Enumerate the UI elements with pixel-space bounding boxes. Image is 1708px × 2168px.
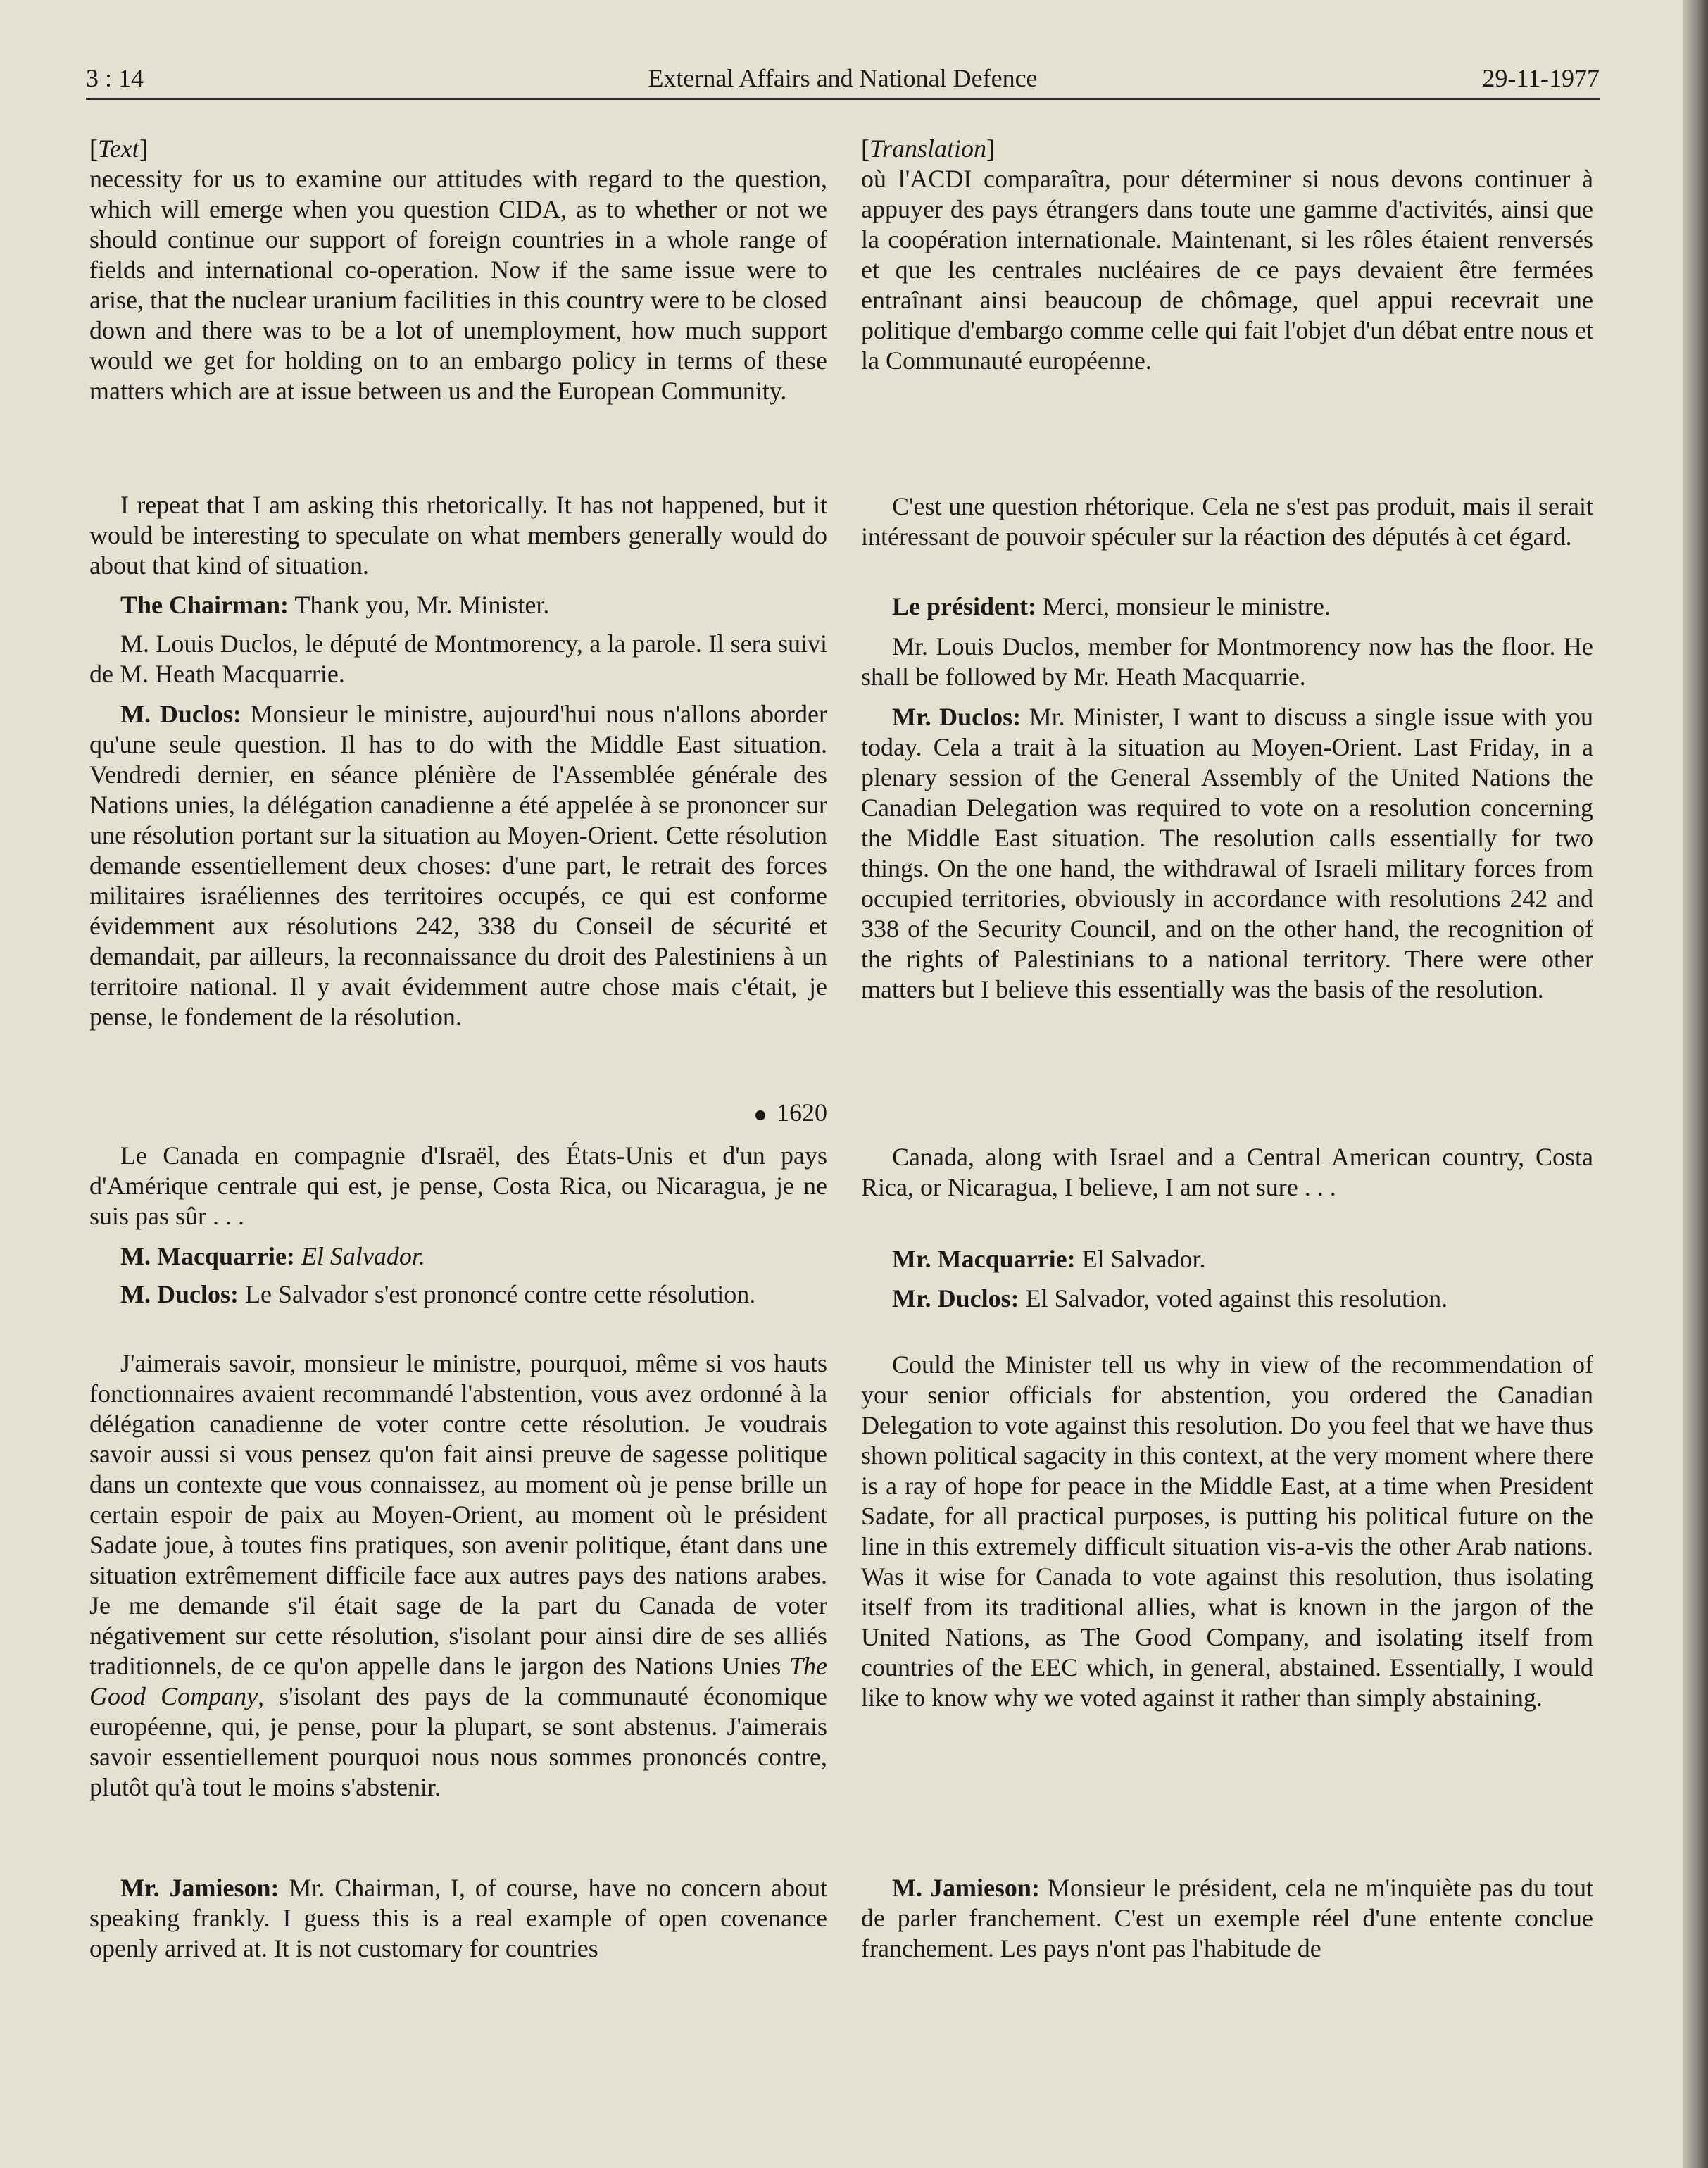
speaker-paragraph: The Chairman: Thank you, Mr. Minister. [120,591,550,619]
paragraph: Could the Minister tell us why in view of the recommendation of your senior officials for abstention, you ordered the Canadian Delegation to vote against this resolution. Do you feel that we have thus shown political sagacity in this context, at the very moment where there is a ray of hope for peace in the Middle East, at a time when President Sadate, for all practical purposes, is putting his political future on the line in this extremely difficult situation vis-a-vis the other Arab nations. Was it wise for Canada to vote against this resolution, thus isolating itself from its traditional allies, what is known in the jargon of the United Nations, as The Good Company, and isolating itself from countries of the EEC which, in general, abstained. Essentially, I would like to know why we voted against it rather than simply abstaining. [861,1351,1593,1712]
header-title: External Affairs and National Defence [648,64,1038,92]
paragraph: Le Canada en compagnie d'Israël, des États-Unis et d'un pays d'Amérique centrale qui est, je pense, Costa Rica, ou Nicaragua, je ne suis pas sûr . . . [89,1141,827,1230]
speaker-name: Mr. Duclos: [892,703,1022,731]
header-date: 29-11-1977 [1482,64,1600,92]
paragraph: Mr. Louis Duclos, member for Montmorency now has the floor. He shall be followed by Mr. Heath Macquarrie. [861,632,1593,691]
paragraph: I repeat that I am asking this rhetorically. It has not happened, but it would be interesting to speculate on what members generally would do about that kind of situation. [89,491,827,579]
speaker-name: Le président: [892,592,1036,620]
speaker-name: M. Duclos: [120,700,241,728]
paragraph: C'est une question rhétorique. Cela ne s'est pas produit, mais il serait intéressant de pouvoir spéculer sur la réaction des députés à cet égard. [861,492,1593,551]
paragraph: necessity for us to examine our attitudes with regard to the question, which will emerge when you question CIDA, as to whether or not we should continue our support of foreign countries in a whole range of fields and international co-operation. Now if the same issue were to arise, that the nuclear uranium facilities in this country were to be closed down and there was to be a lot of unemployment, how much support would we get for holding on to an embargo policy in terms of these matters which are at issue between us and the European Community. [89,165,827,405]
speaker-paragraph: Mr. Duclos: Mr. Minister, I want to discuss a single issue with you today. Cela a trait à la situation au Moyen-Orient. Last Friday, in a plenary session of the General Assembly of the United Nations the Canadian Delegation was required to vote on a resolution concerning the Middle East situation. The resolution calls essentially for two things. On the one hand, the withdrawal of Israeli military forces from occupied territories, obviously in accordance with resolutions 242 and 338 of the Security Council, and on the other hand, the recognition of the rights of Palestinians to a national territory. There were other matters but I believe this essentially was the basis of the resolution. [861,703,1594,1003]
speaker-paragraph: M. Macquarrie: El Salvador. [120,1242,425,1270]
speaker-paragraph: Le président: Merci, monsieur le ministre. [892,592,1331,620]
page-header [86,63,1600,96]
language-label-translation: [Translation] [861,134,996,163]
speaker-name: M. Jamieson: [892,1874,1040,1902]
speaker-name: The Chairman: [120,591,289,619]
speaker-name: Mr. Duclos: [892,1284,1019,1312]
speaker-paragraph: Mr. Jamieson: Mr. Chairman, I, of course, have no concern about speaking frankly. I guess this is a real example of open covenance openly arrived at. It is not customary for countries [89,1874,827,1962]
paragraph: J'aimerais savoir, monsieur le ministre, pourquoi, même si vos hauts fonctionnaires avaient recommandé l'abstention, vous avez ordonné à la délégation canadienne de voter contre cette résolution. Je voudrais savoir aussi si vous pensez qu'on fait ainsi preuve de sagesse politique dans un contexte que vous connaissez, au moment où je pense brille un certain espoir de paix au Moyen-Orient, au moment où le président Sadate joue, à toutes fins pratiques, son avenir politique, étant dans une situation extrêmement difficile face aux autres pays des nations arabes. Je me demande s'il était sage de la part du Canada de voter négativement sur cette résolution, s'isolant pour ainsi dire de ses alliés traditionnels, de ce qu'on appelle dans le jargon des Nations Unies The Good Company, s'isolant des pays de la communauté économique européenne, qui, je pense, pour la plupart, se sont abstenus. J'aimerais savoir essentiellement pourquoi nous nous sommes prononcés contre, plutôt qu'à tout le moins s'abstenir. [89,1349,827,1801]
speaker-name: Mr. Jamieson: [120,1874,280,1902]
speaker-name: Mr. Macquarrie: [892,1245,1076,1273]
header-rule [86,98,1600,100]
paragraph: M. Louis Duclos, le député de Montmorency, a la parole. Il sera suivi de M. Heath Macquarrie. [89,629,827,688]
page-number: 3 : 14 [86,64,144,92]
paragraph: Canada, along with Israel and a Central American country, Costa Rica, or Nicaragua, I believe, I am not sure . . . [861,1143,1593,1201]
bullet-icon [755,1110,765,1120]
language-label-text: [Text] [89,134,148,163]
speaker-name: M. Duclos: [120,1280,239,1308]
speaker-paragraph: M. Duclos: Monsieur le ministre, aujourd'hui nous n'allons aborder qu'une seule question. Il has to do with the Middle East situation. Vendredi dernier, en séance plénière de l'Assemblée générale des Nations unies, la délégation canadienne a été appelée à se prononcer sur une résolution portant sur la situation au Moyen-Orient. Cette résolution demande essentiellement deux choses: d'une part, le retrait des forces militaires israéliennes des territoires occupés, ce qui est conforme évidemment aux résolutions 242, 338 du Conseil de sécurité et demandait, par ailleurs, la reconnaissance du droit des Palestiniens à un territoire national. Il y avait évidemment autre chose mais c'était, je pense, le fondement de la résolution. [89,700,827,1031]
speaker-paragraph: M. Jamieson: Monsieur le président, cela ne m'inquiète pas du tout de parler franchement. C'est un exemple réel d'une entente conclue franchement. Les pays n'ont pas l'habitude de [861,1874,1594,1962]
speaker-paragraph: Mr. Macquarrie: El Salvador. [892,1245,1206,1273]
speaker-paragraph: Mr. Duclos: El Salvador, voted against this resolution. [892,1284,1448,1312]
speaker-paragraph: M. Duclos: Le Salvador s'est prononcé contre cette résolution. [120,1280,756,1308]
book-spine-edge [1683,0,1708,2168]
time-mark: 1620 [89,1098,827,1128]
paragraph: où l'ACDI comparaîtra, pour déterminer si nous devons continuer à appuyer des pays étrangers dans toute une gamme d'activités, ainsi que la coopération internationale. Maintenant, si les rôles étaient renversés et que les centrales nucléaires de ce pays devaient être fermées entraînant ainsi beaucoup de chômage, quel appui recevrait une politique d'embargo comme celle qui fait l'objet d'un débat entre nous et la Communauté européenne. [861,165,1593,375]
speaker-name: M. Macquarrie: [120,1242,295,1270]
